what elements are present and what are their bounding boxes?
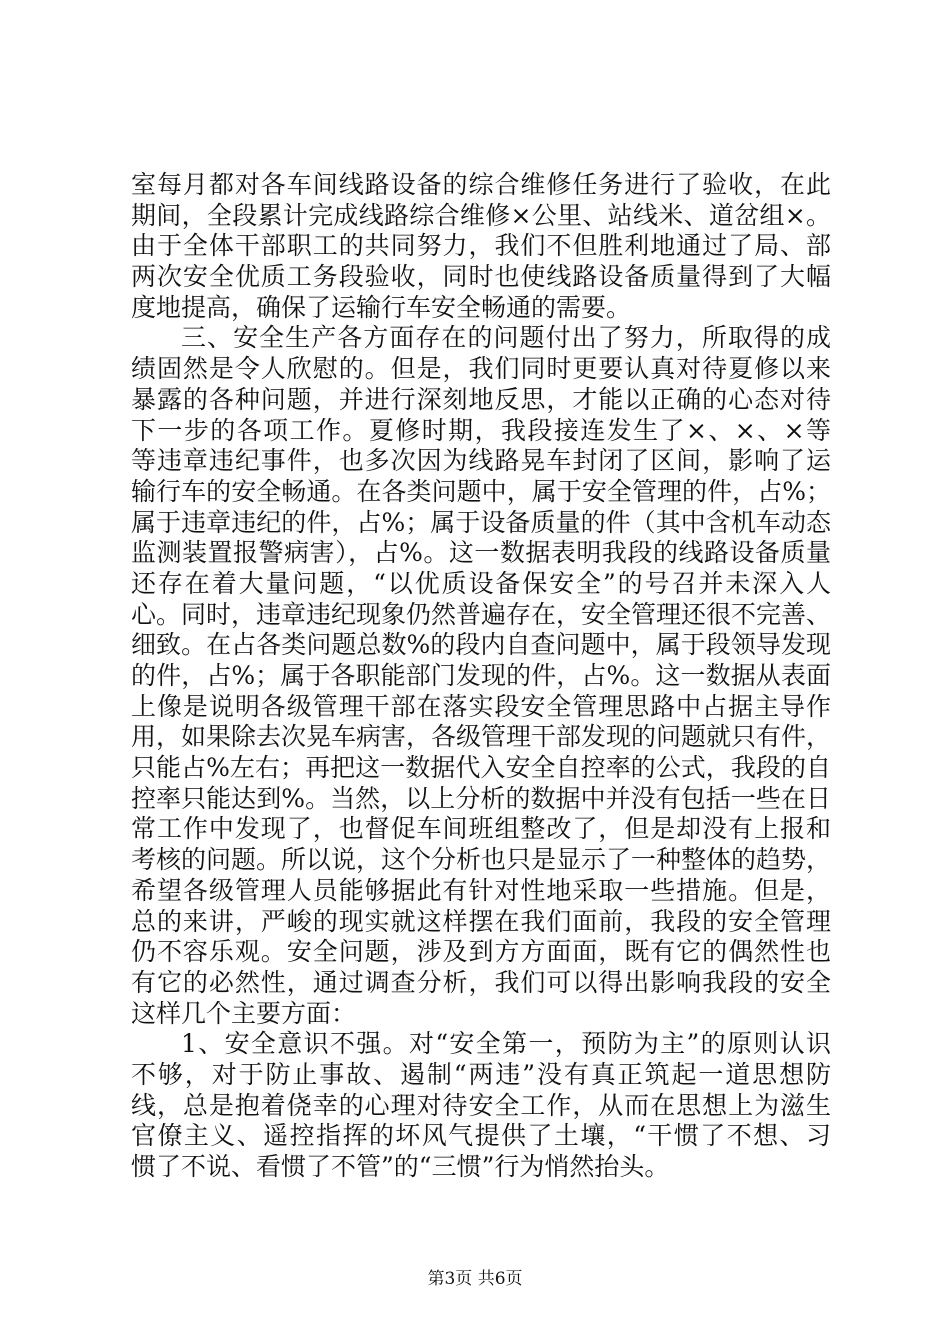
text-line: 官僚主义、遥控指挥的坏风气提供了土壤，“干惯了不想、习 <box>131 1121 831 1151</box>
text-line: 室每月都对各车间线路设备的综合维修任务进行了验收，在此 <box>131 170 831 199</box>
text-line: 考核的问题。所以说，这个分析也只是显示了一种整体的趋势， <box>131 845 832 875</box>
text-line: 有它的必然性，通过调查分析，我们可以得出影响我段的安全 <box>131 967 831 997</box>
text-line: 等违章违纪事件，也多次因为线路晃车封闭了区间，影响了运 <box>131 446 831 476</box>
text-line: 绩固然是令人欣慰的。但是，我们同时更要认真对待夏修以来 <box>131 354 831 384</box>
text-line: 只能占%左右；再把这一数据代入安全自控率的公式，我段的自 <box>131 753 831 783</box>
text-line: 由于全体干部职工的共同努力，我们不但胜利地通过了局、部 <box>131 231 831 261</box>
text-line: 常工作中发现了，也督促车间班组整改了，但是却没有上报和 <box>131 814 831 844</box>
text-line: 期间，全段累计完成线路综合维修×公里、站线米、道岔组×。 <box>131 200 831 230</box>
text-line: 两次安全优质工务段验收，同时也使线路设备质量得到了大幅 <box>131 262 831 292</box>
section-heading-line: 三、安全生产各方面存在的问题付出了努力，所取得的成 <box>181 323 831 353</box>
text-line: 控率只能达到%。当然，以上分析的数据中并没有包括一些在日 <box>131 783 831 813</box>
page-number-label: 第3页 共6页 <box>427 1269 523 1289</box>
list-item-line: 1、安全意识不强。对“安全第一，预防为主”的原则认识 <box>181 1029 831 1059</box>
text-line: 暴露的各种问题，并进行深刻地反思，才能以正确的心态对待 <box>131 384 831 414</box>
text-line: 细致。在占各类问题总数%的段内自查问题中，属于段领导发现 <box>131 630 831 660</box>
text-line: 输行车的安全畅通。在各类问题中，属于安全管理的件，占%； <box>131 476 831 506</box>
document-body <box>131 170 831 1183</box>
text-line: 希望各级管理人员能够据此有针对性地采取一些措施。但是， <box>131 875 831 905</box>
text-line: 线，总是抱着侥幸的心理对待安全工作，从而在思想上为滋生 <box>131 1090 831 1120</box>
text-line: 仍不容乐观。安全问题，涉及到方方面面，既有它的偶然性也 <box>131 937 831 967</box>
text-line: 监测装置报警病害），占%。这一数据表明我段的线路设备质量 <box>131 538 831 568</box>
text-line: 属于违章违纪的件，占%；属于设备质量的件（其中含机车动态 <box>131 507 831 537</box>
page-footer <box>0 1269 950 1289</box>
text-line: 这样几个主要方面： <box>131 998 357 1028</box>
text-line: 心。同时，违章违纪现象仍然普遍存在，安全管理还很不完善、 <box>131 599 832 629</box>
text-line: 不够，对于防止事故、遏制“两违”没有真正筑起一道思想防 <box>131 1059 831 1089</box>
text-line: 度地提高，确保了运输行车安全畅通的需要。 <box>131 292 632 322</box>
text-line: 还存在着大量问题，“以优质设备保安全”的号召并未深入人 <box>131 568 831 598</box>
text-line: 总的来讲，严峻的现实就这样摆在我们面前，我段的安全管理 <box>131 906 831 936</box>
text-line: 的件，占%；属于各职能部门发现的件，占%。这一数据从表面 <box>131 661 831 690</box>
text-line: 用，如果除去次晃车病害，各级管理干部发现的问题就只有件， <box>131 722 832 752</box>
text-line: 下一步的各项工作。夏修时期，我段接连发生了×、×、×等 <box>131 415 831 445</box>
text-line: 惯了不说、看惯了不管”的“三惯”行为悄然抬头。 <box>131 1152 670 1181</box>
text-line: 上像是说明各级管理干部在落实段安全管理思路中占据主导作 <box>131 691 831 721</box>
